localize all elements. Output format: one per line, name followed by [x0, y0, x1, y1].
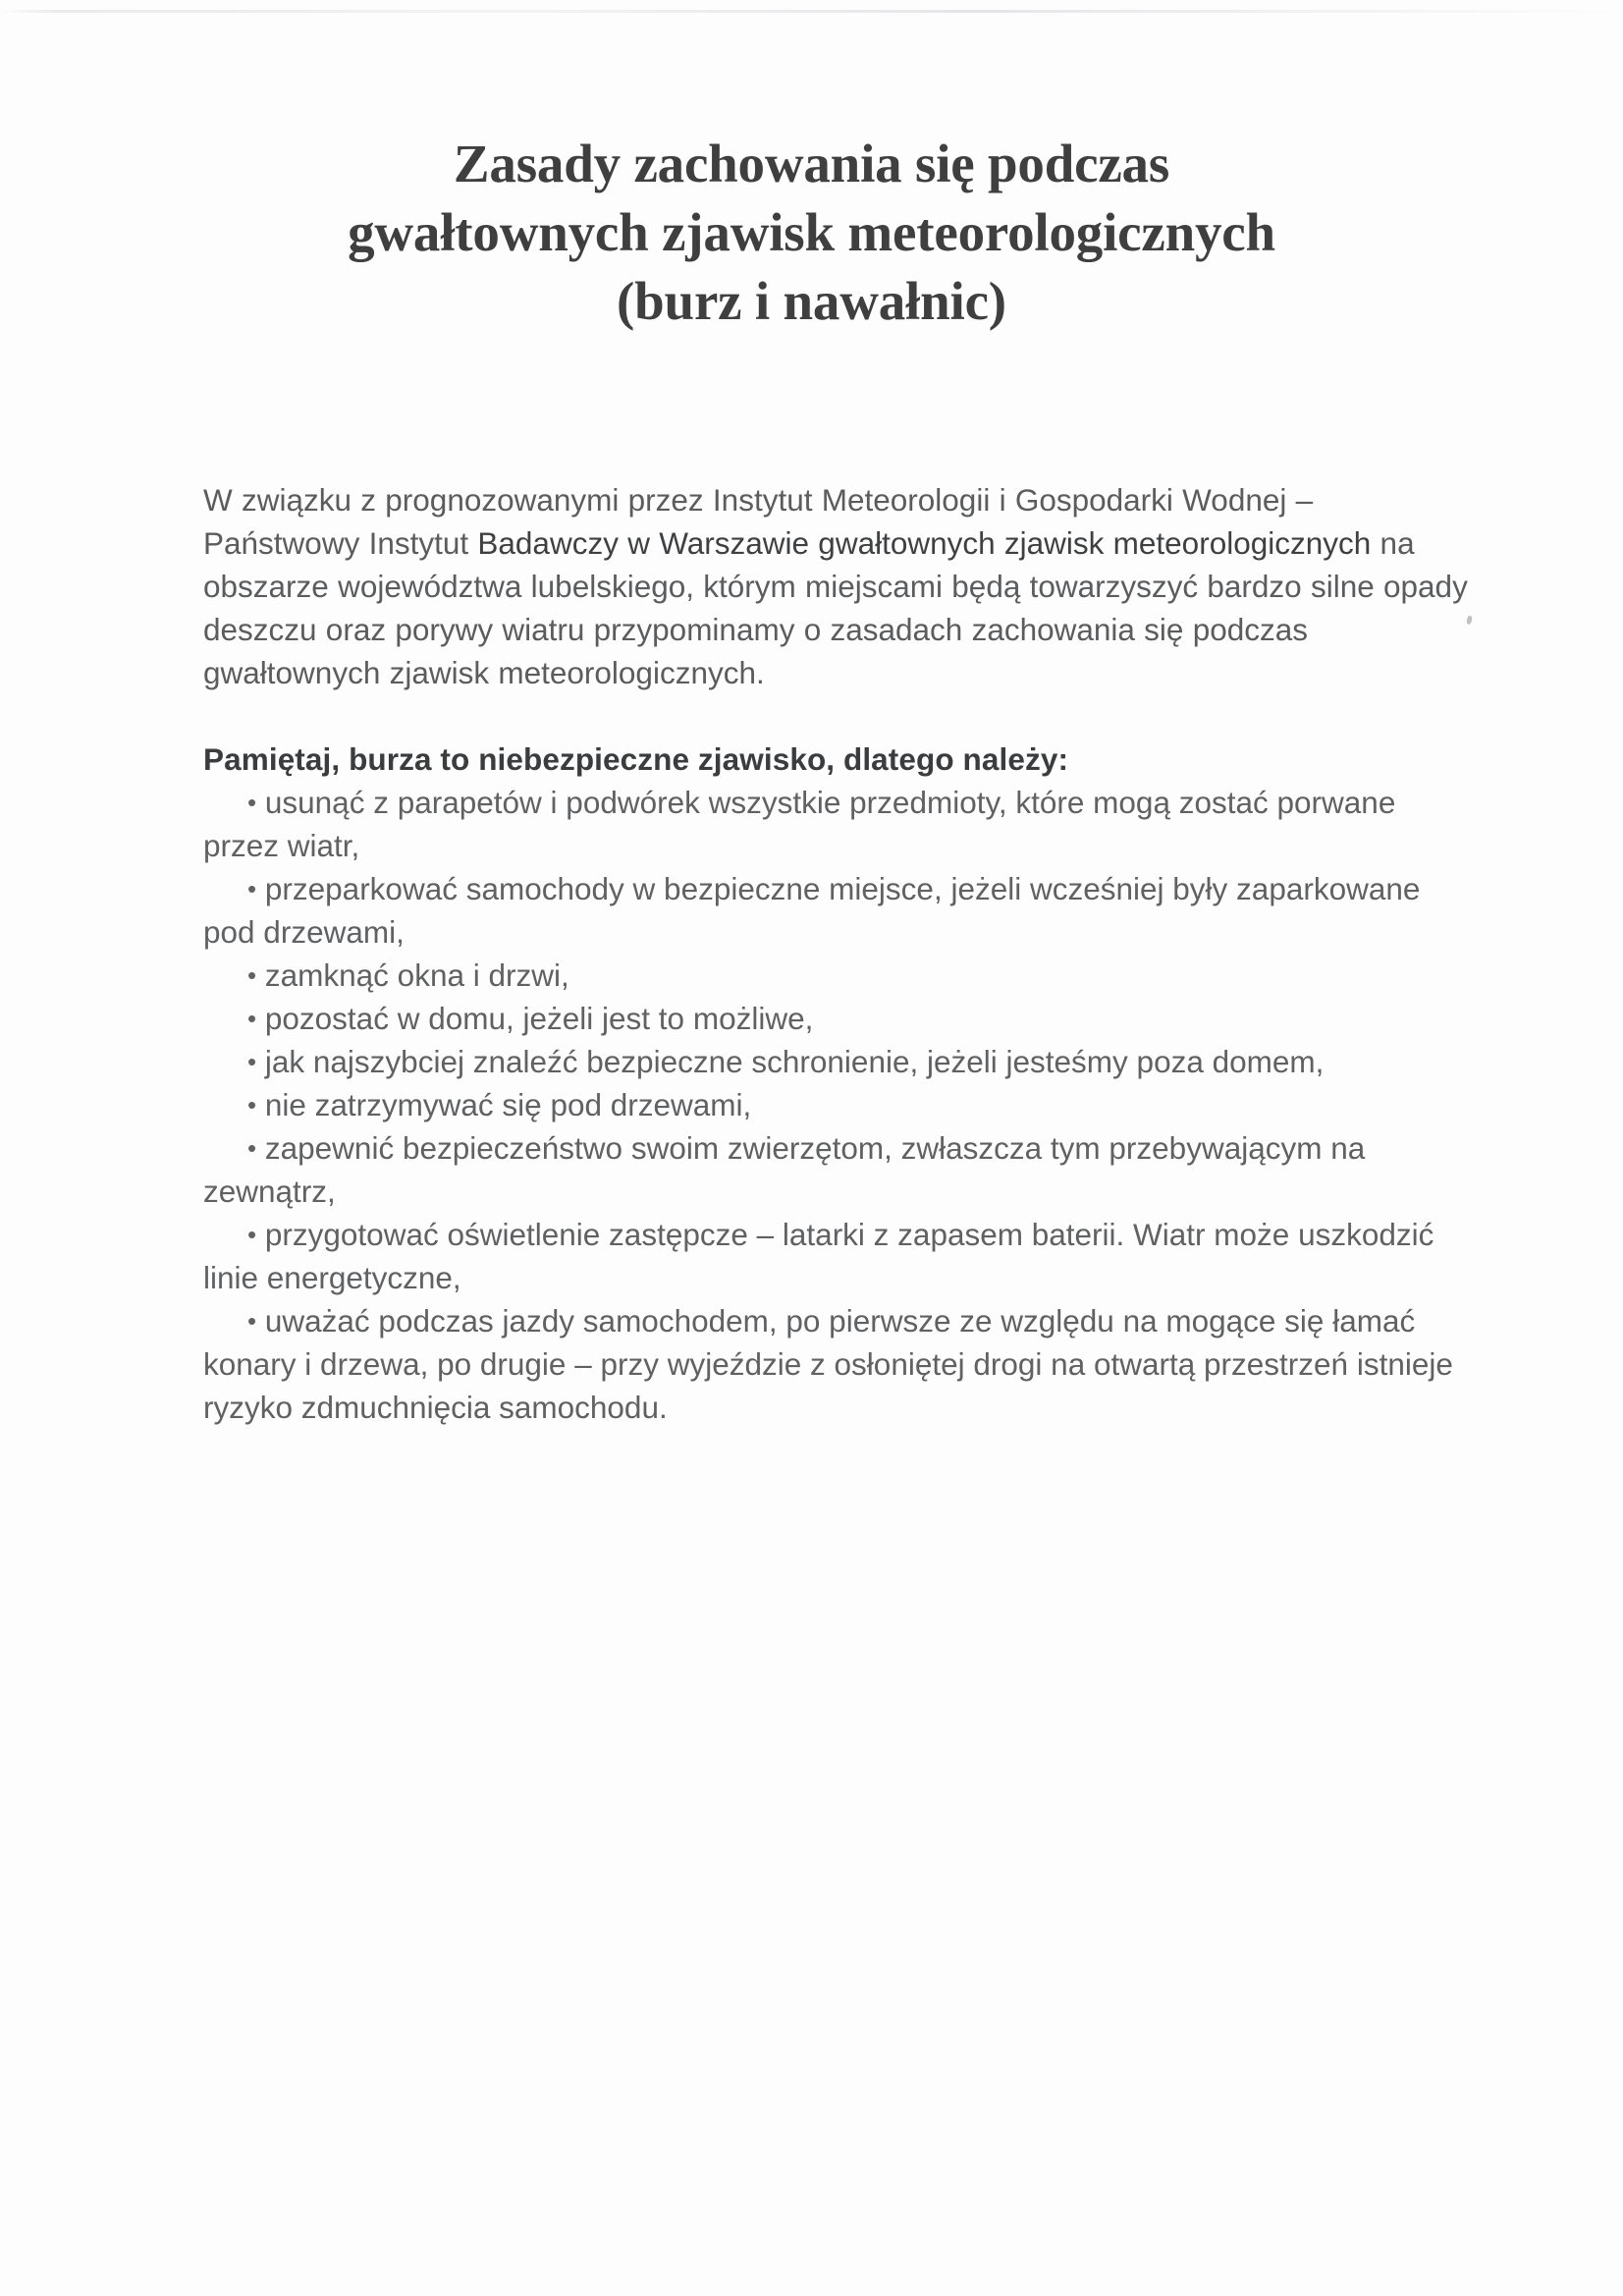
list-item-text: usunąć z parapetów i podwórek wszystkie przedmioty, które mogą zostać porwane przez wiatr,	[203, 785, 1396, 863]
list-item-text: pozostać w domu, jeżeli jest to możliwe,	[264, 1001, 814, 1036]
list-item-text: jak najszybciej znaleźć bezpieczne schronienie, jeżeli jesteśmy poza domem,	[264, 1044, 1325, 1079]
intro-text-emphasis: Badawczy w Warszawie gwałtownych zjawisk meteorologicznych	[477, 525, 1372, 561]
advice-list	[203, 781, 1470, 1429]
document-title	[0, 130, 1623, 336]
bullet-icon: •	[247, 1090, 257, 1120]
list-item	[203, 1040, 1470, 1083]
list-item-text: uważać podczas jazdy samochodem, po pierwsze ze względu na mogące się łamać konary i drzewa, po drugie – przy wyjeździe z osłoniętej drogi na otwartą przestrzeń istnieje ryzyko zdmuchnięcia samochodu.	[203, 1303, 1453, 1425]
list-item	[203, 1213, 1470, 1299]
document-title-line-2: gwałtownych zjawisk meteorologicznych	[348, 202, 1275, 262]
list-item	[203, 867, 1470, 954]
bullet-icon: •	[247, 1306, 257, 1336]
list-item	[203, 1299, 1470, 1429]
list-item	[203, 997, 1470, 1040]
list-item-text: przygotować oświetlenie zastępcze – latarki z zapasem baterii. Wiatr może uszkodzić linie energetyczne,	[203, 1217, 1434, 1295]
bullet-icon: •	[247, 1133, 257, 1163]
bullet-icon: •	[247, 1220, 257, 1249]
bullet-icon: •	[247, 960, 257, 990]
list-item-text: przeparkować samochody w bezpieczne miejsce, jeżeli wcześniej były zaparkowane pod drzewami,	[203, 871, 1421, 950]
intro-text-part-1: W związku z prognozowanymi przez Instytut Meteorologii i Gospodarki Wodnej – Państwowy Instytut	[203, 482, 1314, 561]
list-item-text: nie zatrzymywać się pod drzewami,	[264, 1087, 752, 1122]
scan-edge-line	[0, 10, 1623, 13]
document-title-line-3: (burz i nawałnic)	[617, 271, 1006, 331]
section-heading: Pamiętaj, burza to niebezpieczne zjawisko, dlatego należy:	[203, 741, 1069, 777]
bullet-icon: •	[247, 788, 257, 817]
bullet-icon: •	[247, 1047, 257, 1076]
bullet-icon: •	[247, 1004, 257, 1033]
list-item	[203, 1083, 1470, 1126]
list-item	[203, 1126, 1470, 1213]
list-item-text: zamknąć okna i drzwi,	[264, 957, 569, 993]
document-title-line-1: Zasady zachowania się podczas	[453, 134, 1170, 193]
document-body	[203, 478, 1470, 1429]
bullet-icon: •	[247, 874, 257, 903]
list-item-text: zapewnić bezpieczeństwo swoim zwierzętom, zwłaszcza tym przebywającym na zewnątrz,	[203, 1130, 1366, 1209]
intro-text-part-3: na obszarze województwa lubelskiego, którym miejscami będą towarzyszyć bardzo silne opady deszczu oraz porywy wiatru przypominamy o zasadach zachowania się podczas gwałtownych zjawisk meteorologicznych.	[203, 525, 1468, 690]
list-item	[203, 781, 1470, 867]
list-item	[203, 954, 1470, 997]
intro-paragraph	[203, 478, 1470, 694]
